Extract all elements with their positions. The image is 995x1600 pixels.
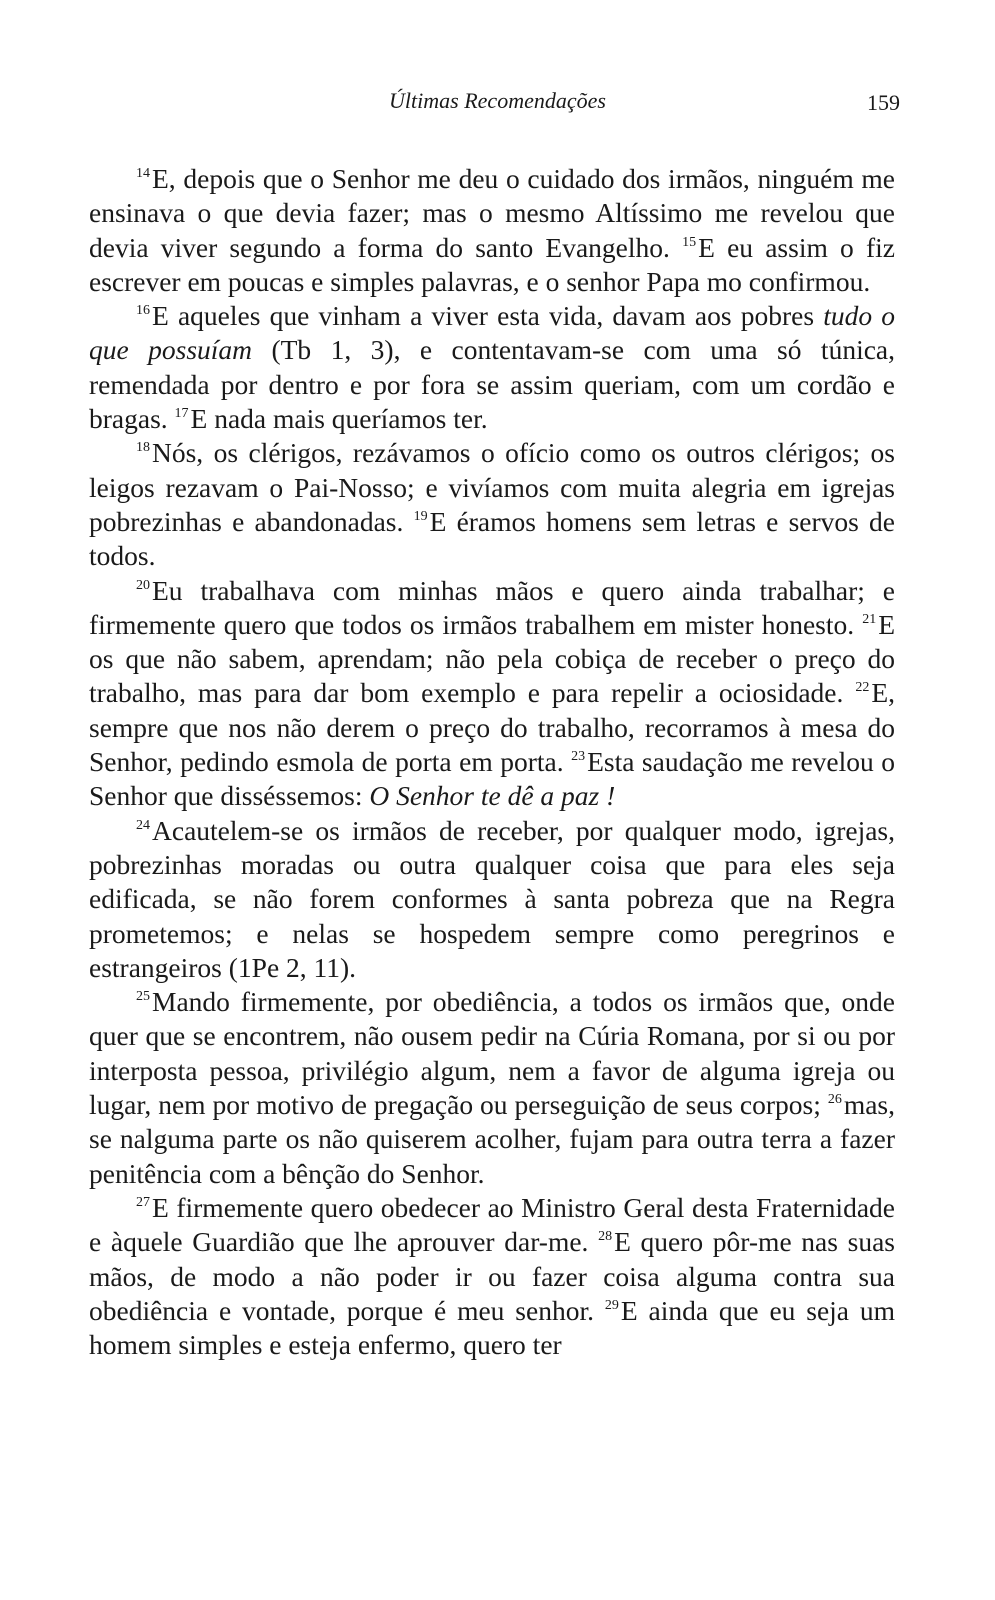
verse-number: 15 [682, 234, 697, 250]
text-run: Nós, os clérigos, rezávamos o ofício como os outros clérigos; os leigos rezavam o Pai-Nosso; e vivíamos com muita alegria em igrejas pobrezinhas e abandonadas. [89, 437, 895, 537]
verse-number: 22 [855, 680, 870, 696]
verse-number: 19 [413, 508, 428, 524]
verse-number: 18 [136, 440, 150, 456]
paragraph [89, 814, 895, 985]
verse-number: 14 [136, 166, 150, 181]
text-run: E eu assim o fiz escrever em poucas e simples palavras, e o senhor Papa mo confirmou. [89, 231, 895, 297]
verse-number: 21 [862, 611, 877, 627]
italic-text: tudo o que possuíam [89, 300, 895, 366]
paragraph [89, 1191, 895, 1362]
text-run: (Tb 1, 3), e contentavam-se com uma só túnica, remendada por dentro e por fora se assim queriam, com um cordão e bragas. [89, 334, 895, 435]
verse-number: 23 [571, 749, 586, 765]
text-run: Mando firmemente, por obediência, a todos os irmãos que, onde quer que se encontrem, não ousem pedir na Cúria Romana, por si ou por interposta pessoa, privilégio algum, nem a favor de alguma igreja ou lugar, nem por motivo de pregação ou perseguição de seus corpos; [89, 986, 895, 1121]
text-run: E os que não sabem, aprendam; não pela cobiça de receber o preço do trabalho, mas para dar bom exemplo e para repelir a ociosidade. [89, 608, 895, 709]
verse-number: 16 [136, 303, 150, 319]
paragraph [89, 162, 895, 299]
paragraph [89, 436, 895, 573]
text-run: E ainda que eu seja um homem simples e esteja enfermo, quero ter [89, 1294, 896, 1361]
page-number: 159 [867, 90, 900, 115]
text-run: E nada mais queríamos ter. [190, 403, 488, 435]
verse-number: 27 [136, 1194, 150, 1210]
text-run: E éramos homens sem letras e servos de todos. [89, 505, 895, 572]
verse-number: 20 [136, 577, 150, 593]
verse-number: 24 [136, 817, 150, 833]
text-run: E aqueles que vinham a viver esta vida, davam aos pobres [152, 300, 824, 332]
paragraph [89, 299, 895, 436]
text-run: Acautelem-se os irmãos de receber, por qualquer modo, igrejas, pobrezinhas moradas ou outra qualquer coisa que para eles seja edificada, se não forem conformes à santa pobreza que na Regra prometemos; e nelas se hospedem sempre como peregrinos e estrangeiros (1Pe 2, 11). [89, 814, 895, 983]
paragraph [89, 985, 895, 1191]
running-header [0, 88, 995, 120]
text-run: Eu trabalhava com minhas mãos e quero ainda trabalhar; e firmemente quero que todos os irmãos trabalhem em mister honesto. [89, 574, 895, 640]
verse-number: 17 [174, 406, 189, 422]
verse-number: 29 [604, 1297, 619, 1313]
verse-number: 28 [598, 1229, 613, 1245]
text-run: mas, se nalguma parte os não quiserem acolher, fujam para outra terra a fazer penitência com a bênção do Senhor. [89, 1089, 895, 1189]
running-title: Últimas Recomendações [389, 88, 606, 113]
body-text [89, 162, 895, 1362]
text-run: Esta saudação me revelou o Senhor que disséssemos: [89, 746, 895, 812]
italic-text: O Senhor te dê a paz ! [369, 780, 616, 812]
paragraph [89, 574, 895, 814]
text-run: E quero pôr-me nas suas mãos, de modo a não poder ir ou fazer coisa alguma contra sua obediência e vontade, porque é meu senhor. [89, 1226, 895, 1326]
text-run: E, sempre que nos não derem o preço do trabalho, recorramos à mesa do Senhor, pedindo esmola de porta em porta. [89, 677, 895, 778]
verse-number: 26 [827, 1092, 842, 1108]
verse-number: 25 [136, 989, 150, 1005]
text-run: E, depois que o Senhor me deu o cuidado dos irmãos, ninguém me ensinava o que devia fazer; mas o mesmo Altíssimo me revelou que devia viver segundo a forma do santo Evangelho. [89, 163, 895, 263]
text-run: E firmemente quero obedecer ao Ministro Geral desta Fraternidade e àquele Guardião que lhe aprouver dar-me. [89, 1191, 895, 1258]
